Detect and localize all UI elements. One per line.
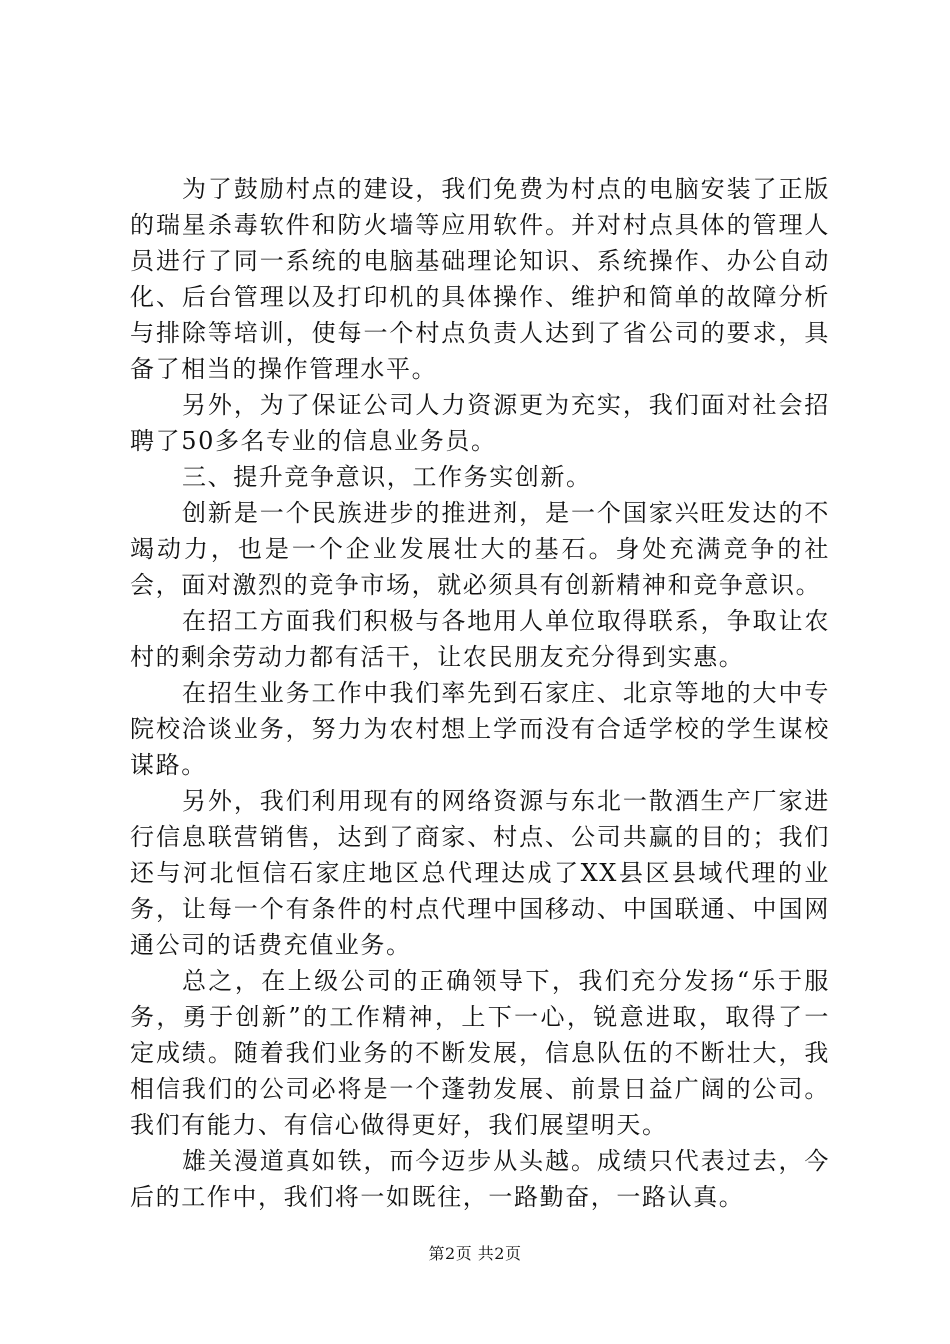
paragraph-closing: 雄关漫道真如铁，而今迈步从头越。成绩只代表过去，今后的工作中，我们将一如既往，一路勤奋，一路认真。: [130, 1147, 830, 1211]
paragraph-student-enrollment: 在招生业务工作中我们率先到石家庄、北京等地的大中专院校洽谈业务，努力为农村想上学而没有合适学校的学生谋校谋路。: [130, 679, 830, 779]
paragraph-labor-recruitment: 在招工方面我们积极与各地用人单位取得联系，争取让农村的剩余劳动力都有活干，让农民朋友充分得到实惠。: [130, 607, 830, 671]
document-body: [130, 171, 830, 1215]
paragraph-network-sales: 另外，我们利用现有的网络资源与东北一散酒生产厂家进行信息联营销售，达到了商家、村点、公司共赢的目的；我们还与河北恒信石家庄地区总代理达成了XX县区县域代理的业务，让每一个有条件的村点代理中国移动、中国联通、中国网通公司的话费充值业务。: [130, 787, 830, 959]
section-heading-competition-innovation: 三、提升竞争意识，工作务实创新。: [182, 463, 592, 491]
paragraph-innovation: 创新是一个民族进步的推进剂，是一个国家兴旺发达的不竭动力，也是一个企业发展壮大的基石。身处充满竞争的社会，面对激烈的竞争市场，就必须具有创新精神和竞争意识。: [130, 499, 830, 599]
paragraph-rising-star-software-training: 为了鼓励村点的建设，我们免费为村点的电脑安装了正版的瑞星杀毒软件和防火墙等应用软件。并对村点具体的管理人员进行了同一系统的电脑基础理论知识、系统操作、办公自动化、后台管理以及打印机的具体操作、维护和简单的故障分析与排除等培训，使每一个村点负责人达到了省公司的要求，具备了相当的操作管理水平。: [130, 175, 830, 383]
page-number-footer: 第2页 共2页: [428, 1244, 522, 1263]
paragraph-recruitment: 另外，为了保证公司人力资源更为充实，我们面对社会招聘了50多名专业的信息业务员。: [130, 391, 830, 455]
paragraph-summary: 总之，在上级公司的正确领导下，我们充分发扬“乐于服务，勇于创新”的工作精神，上下一心，锐意进取，取得了一定成绩。随着我们业务的不断发展，信息队伍的不断壮大，我相信我们的公司必将是一个蓬勃发展、前景日益广阔的公司。我们有能力、有信心做得更好，我们展望明天。: [130, 967, 830, 1139]
